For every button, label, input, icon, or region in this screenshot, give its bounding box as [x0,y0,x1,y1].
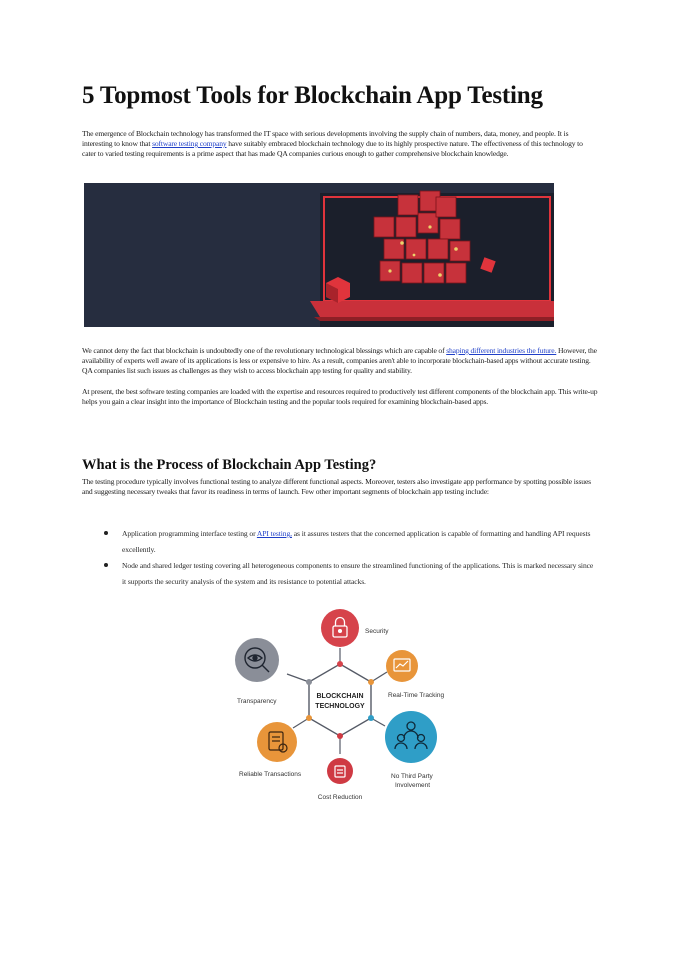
node-label: Involvement [395,782,431,789]
paragraph-2 [82,346,598,376]
hero-image [84,183,554,327]
shaping-industries-link[interactable]: shaping different industries the future. [446,346,557,355]
bullet-icon [104,563,108,567]
intro-text-1: The emergence of Blockchain technology has transformed the IT space with serious developments involving the supply chain of numbers, data, money, and people. It is interesting to know that [82,129,569,148]
center-label-1: BLOCKCHAIN [316,693,364,700]
node-label: No Third Party [391,773,433,780]
list-item [104,526,598,558]
bullet-text: Node and shared ledger testing covering all heterogeneous components to ensure the streamlined functioning of the applications. This is marked necessary since it supports the security analysis of the system and its resistance to potential attacks. [122,561,594,586]
paragraph-4: The testing procedure typically involves functional testing to analyze different functional aspects. Moreover, testers also investigate app performance by spotting possible issues and suggesting necessary tweaks that favor its readiness in terms of launch. Few other important segments of blockchain app testing include: [82,477,591,496]
node-real-time-tracking [386,650,444,699]
node-label: Reliable Transactions [239,771,302,778]
para2-text-2: However, the availability of experts well aware of its applications is less or expensive to hire. As a result, companies aren't able to incorporate blockchain-based apps without accurate testing. QA companies list such issues as challenges as they wish to access blockchain app testing for quality and stability. [82,346,597,375]
node-label: Security [365,628,389,635]
blockchain-diagram [225,602,455,807]
para2-text-1: We cannot deny the fact that blockchain is undoubtedly one of the revolutionary technological blessings which are capable of [82,346,447,355]
intro-paragraph [82,129,598,159]
node-cost-reduction [318,758,363,801]
bullet-text: Application programming interface testing or [122,529,257,538]
bullet-list [104,526,598,590]
intro-text-2: have suitably embraced blockchain technology due to its highly prospective nature. The effectiveness of this technology to cater to varied testing requirements is a prime aspect that has made QA companies curious enough to gather comprehensive blockchain knowledge. [82,139,583,158]
section-heading: What is the Process of Blockchain App Testing? [82,457,377,473]
api-testing-link[interactable]: API testing, [256,529,292,538]
node-label: Transparency [237,698,277,705]
node-transparency [235,638,279,705]
center-hexagon [309,664,371,736]
center-label-2: TECHNOLOGY [315,703,365,710]
software-testing-company-link[interactable]: software testing company [152,139,227,148]
node-no-third-party [385,711,437,789]
bullet-icon [104,531,108,535]
list-item [104,558,598,590]
bullet-text: as it assures testers that the concerned application is capable of formatting and handling API requests excellently. [122,529,591,554]
node-reliable-transactions [239,722,302,778]
page-title: 5 Topmost Tools for Blockchain App Testing [82,82,543,109]
node-label: Real-Time Tracking [388,692,445,699]
node-security [321,609,389,647]
node-label: Cost Reduction [317,794,363,801]
paragraph-3: At present, the best software testing companies are loaded with the expertise and resources required to productively test different components of the blockchain app. This write-up helps you gain a clear insight into the importance of Blockchain testing and the popular tools required for examining blockchain-based apps. [82,387,598,406]
